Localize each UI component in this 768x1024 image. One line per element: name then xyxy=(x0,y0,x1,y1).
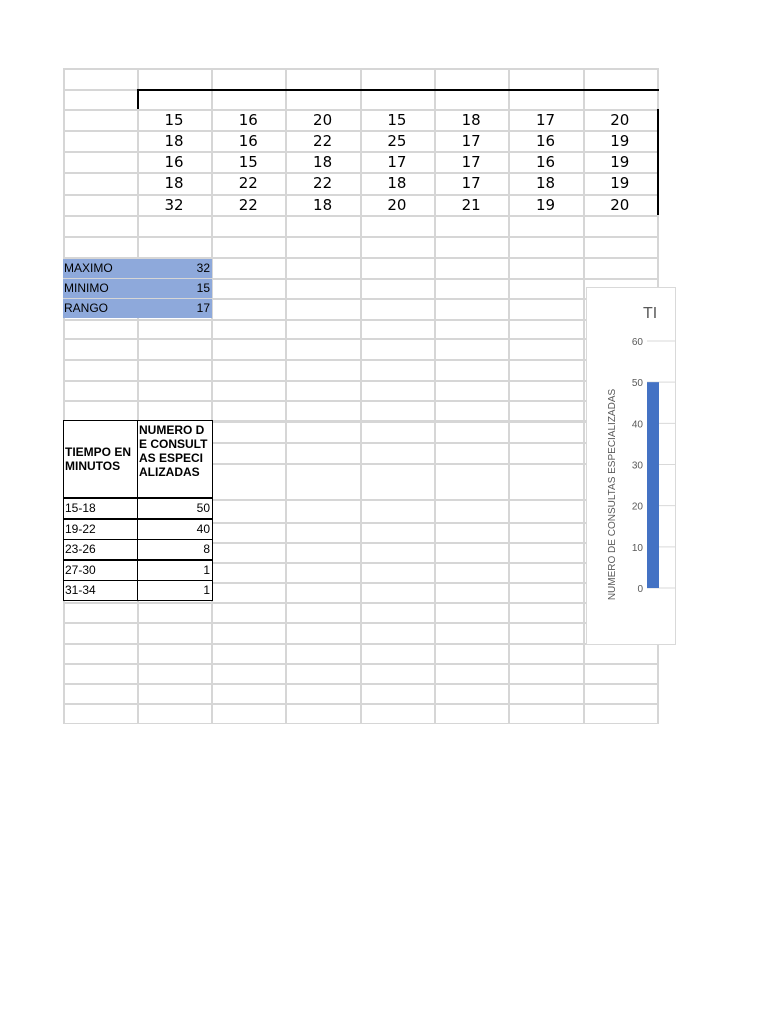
data-cell[interactable]: 16 xyxy=(238,111,258,129)
frequency-interval[interactable]: 31-34 xyxy=(63,580,138,601)
frequency-header-count[interactable]: NUMERO DE CONSULTAS ESPECIALIZADAS xyxy=(137,420,213,498)
data-cell[interactable]: 20 xyxy=(610,196,630,214)
chart-title: TI xyxy=(643,305,658,322)
frequency-count[interactable]: 1 xyxy=(137,580,213,601)
bar-15-18 xyxy=(647,382,659,588)
data-cell[interactable]: 18 xyxy=(164,132,184,150)
stat-label-rango[interactable]: RANGO xyxy=(63,299,138,318)
data-cell[interactable]: 19 xyxy=(610,174,630,192)
data-cell[interactable]: 20 xyxy=(610,111,630,129)
stat-label-maximo[interactable]: MAXIMO xyxy=(63,259,138,278)
data-cell[interactable]: 15 xyxy=(238,153,258,171)
frequency-interval[interactable]: 27-30 xyxy=(63,560,138,581)
y-tick-label: 60 xyxy=(631,337,643,348)
grid-col-line xyxy=(63,68,65,724)
stat-value-minimo[interactable]: 15 xyxy=(138,279,212,298)
data-cell[interactable]: 18 xyxy=(535,174,556,192)
data-cell[interactable]: 19 xyxy=(610,153,630,171)
y-tick-label: 40 xyxy=(631,419,643,431)
data-block-top-border xyxy=(137,89,659,109)
frequency-interval[interactable]: 23-26 xyxy=(63,539,138,560)
data-cell[interactable]: 25 xyxy=(387,132,407,150)
spreadsheet-grid[interactable] xyxy=(63,68,659,724)
data-cell[interactable]: 22 xyxy=(238,174,258,192)
data-cell[interactable]: 16 xyxy=(164,153,184,171)
frequency-count[interactable]: 50 xyxy=(137,498,213,519)
frequency-header-time[interactable]: TIEMPO EN MINUTOS xyxy=(63,420,138,498)
data-cell[interactable]: 21 xyxy=(461,196,481,214)
data-cell[interactable]: 18 xyxy=(387,174,407,192)
stat-value-maximo[interactable]: 32 xyxy=(138,259,212,278)
data-cell[interactable]: 16 xyxy=(535,132,556,150)
data-cell[interactable]: 19 xyxy=(610,132,630,150)
y-tick-label: 10 xyxy=(631,542,643,554)
stat-value-rango[interactable]: 17 xyxy=(138,299,212,318)
data-cell[interactable]: 22 xyxy=(313,132,333,150)
data-cell[interactable]: 17 xyxy=(387,153,407,171)
data-cell[interactable]: 22 xyxy=(313,174,333,192)
data-cell[interactable]: 20 xyxy=(313,111,333,129)
data-cell[interactable]: 32 xyxy=(164,196,184,214)
data-cell[interactable]: 17 xyxy=(461,174,481,192)
data-cell[interactable]: 18 xyxy=(461,111,481,129)
frequency-interval[interactable]: 19-22 xyxy=(63,519,138,540)
data-cell[interactable]: 16 xyxy=(238,132,258,150)
y-tick-label: 20 xyxy=(631,501,643,513)
frequency-interval[interactable]: 15-18 xyxy=(63,498,138,519)
data-cell[interactable]: 22 xyxy=(238,196,258,214)
data-cell[interactable]: 17 xyxy=(535,111,556,129)
frequency-count[interactable]: 40 xyxy=(137,519,213,540)
y-tick-label: 50 xyxy=(631,378,643,390)
frequency-count[interactable]: 1 xyxy=(137,560,213,581)
data-cell[interactable]: 20 xyxy=(387,196,407,214)
chart-canvas xyxy=(587,288,676,645)
data-block-right-border xyxy=(657,109,659,215)
data-cell[interactable]: 18 xyxy=(313,196,333,214)
data-cell[interactable]: 19 xyxy=(535,196,556,214)
y-tick-label: 30 xyxy=(631,460,643,472)
data-cell[interactable]: 18 xyxy=(313,153,333,171)
data-cell[interactable]: 16 xyxy=(535,153,556,171)
data-cell[interactable]: 15 xyxy=(387,111,407,129)
frequency-count[interactable]: 8 xyxy=(137,539,213,560)
data-cell[interactable]: 17 xyxy=(461,153,481,171)
data-cell[interactable]: 15 xyxy=(164,111,184,129)
stat-label-minimo[interactable]: MINIMO xyxy=(63,279,138,298)
data-cell[interactable]: 17 xyxy=(461,132,481,150)
data-cell[interactable]: 18 xyxy=(164,174,184,192)
y-tick-label: 0 xyxy=(637,584,643,595)
bar-chart[interactable] xyxy=(586,287,676,645)
y-axis-label: NUMERO DE CONSULTAS ESPECIALIZADAS xyxy=(607,388,618,601)
